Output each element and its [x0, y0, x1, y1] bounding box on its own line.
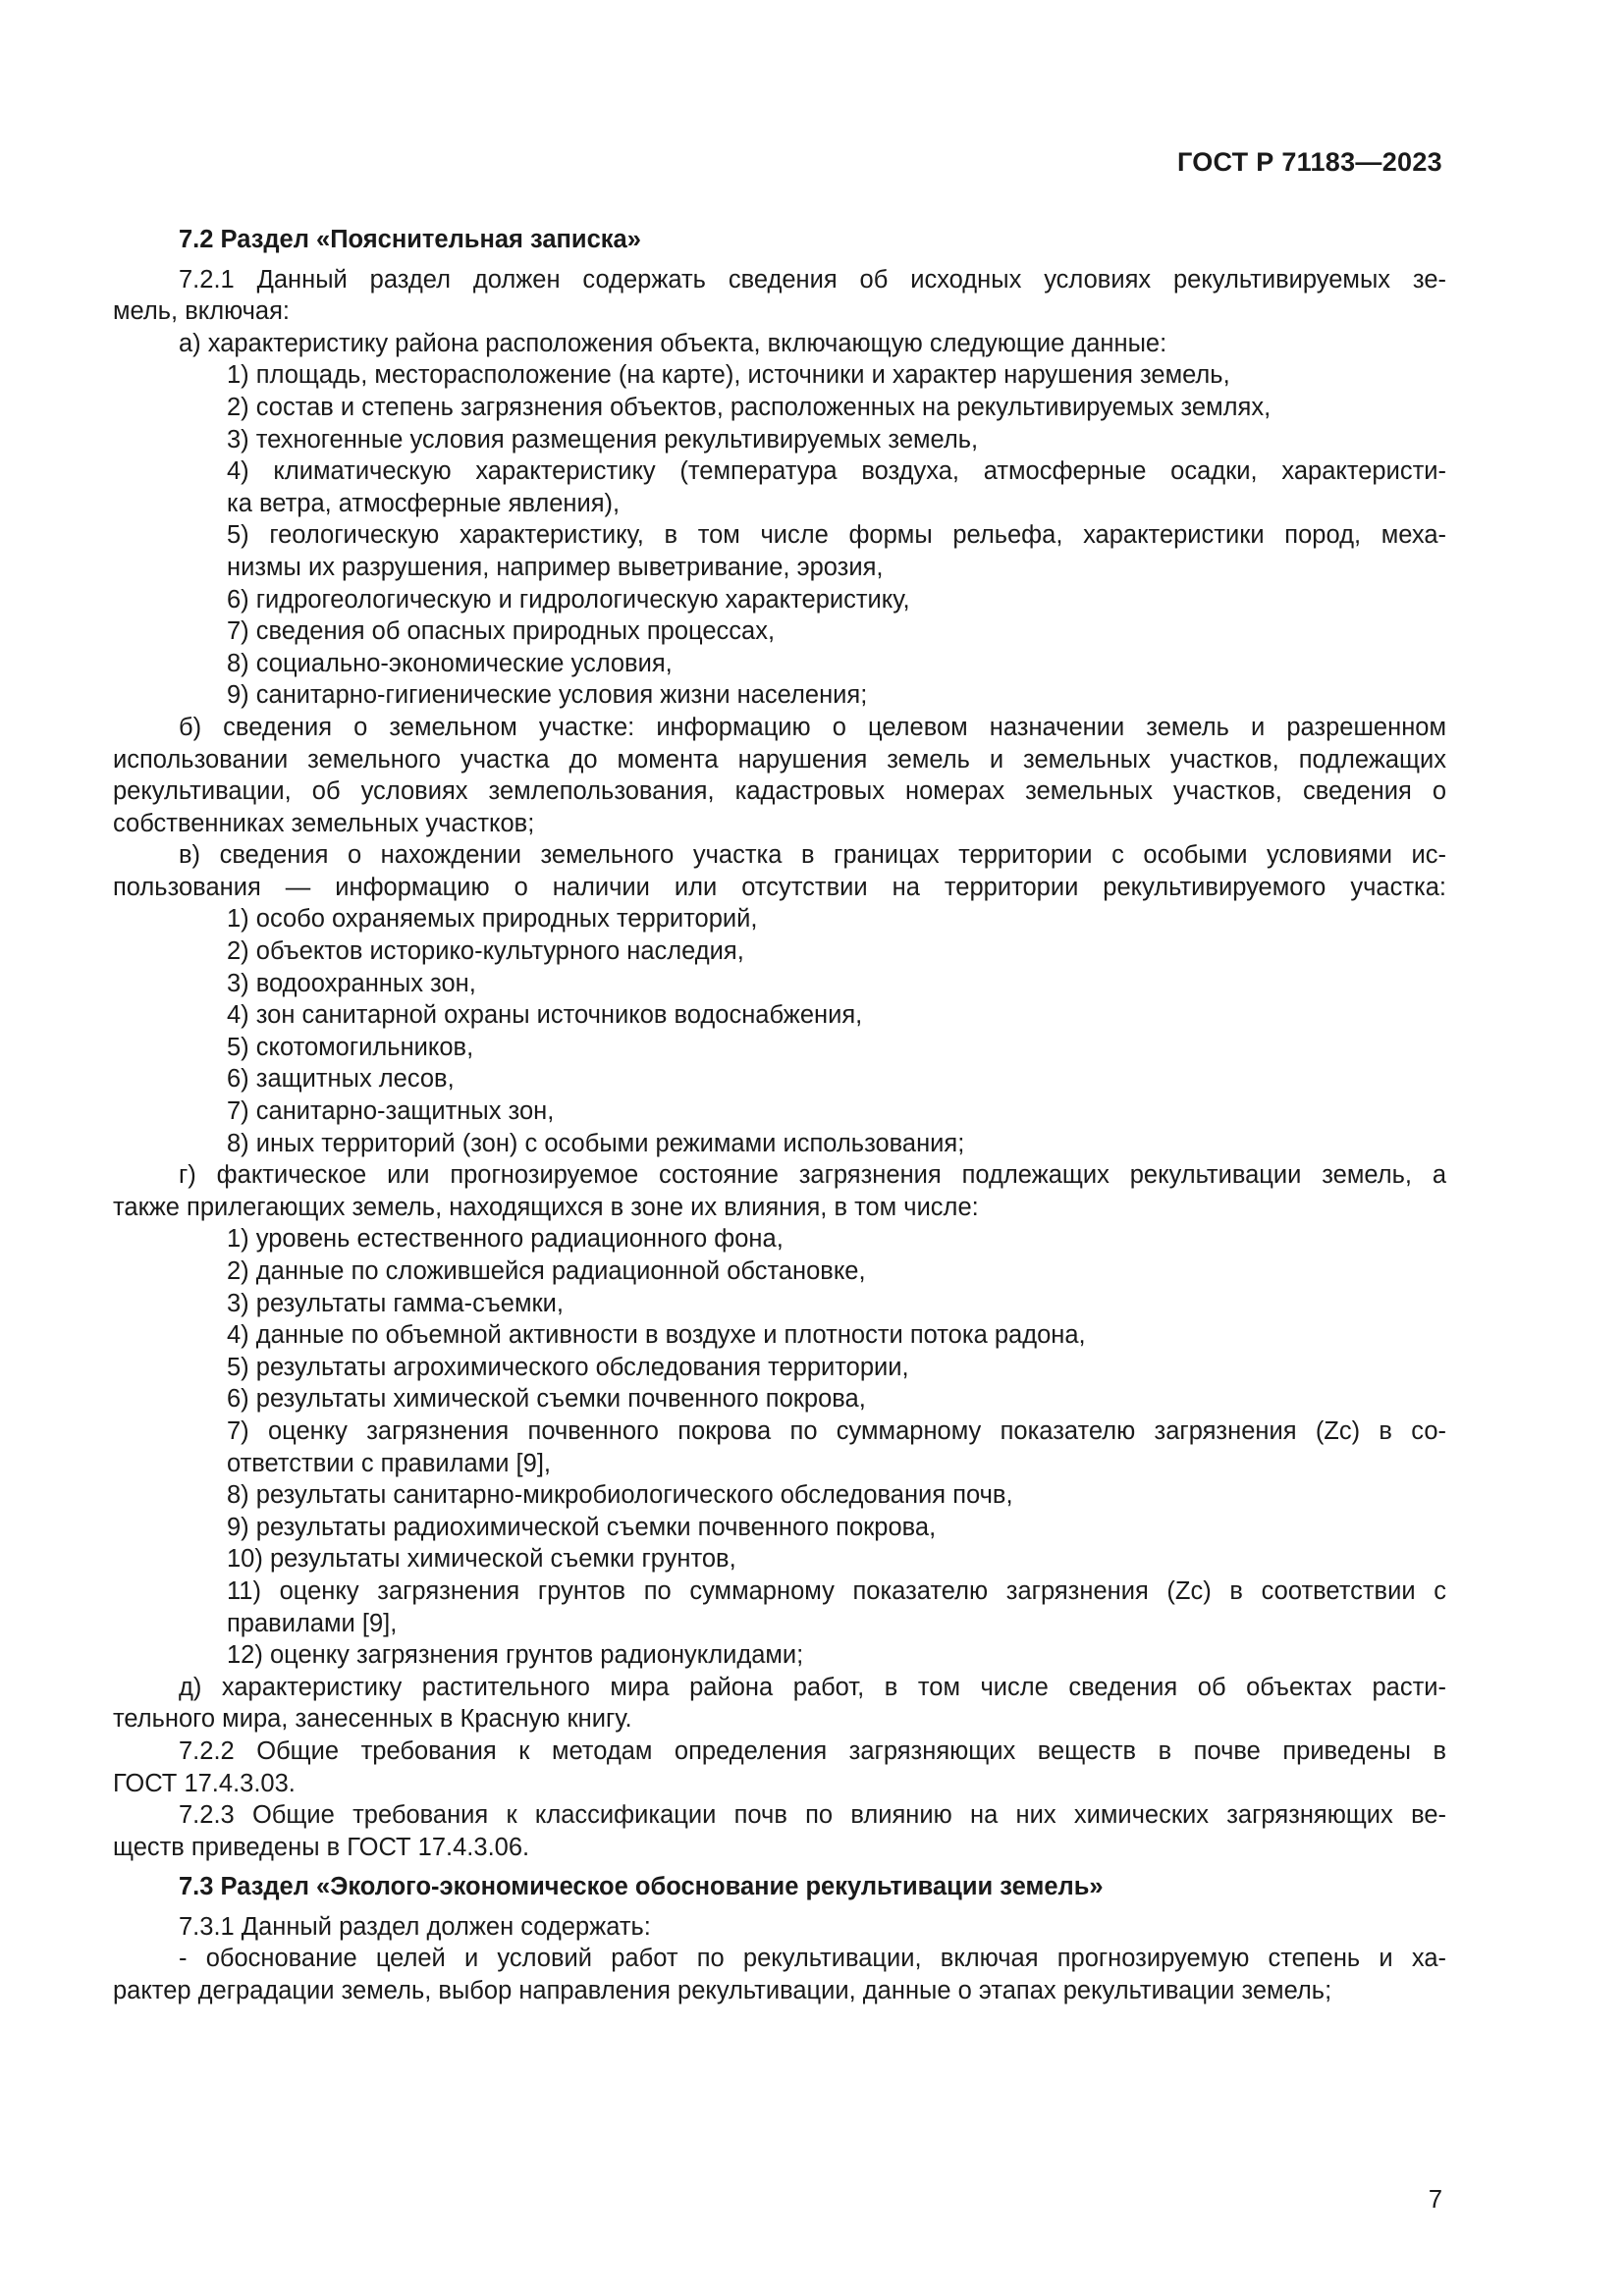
page-number: 7	[1428, 2186, 1442, 2214]
list-item-g: г) фактическое или прогнозируемое состояние загрязнения подлежащих рекультивации земель, а	[179, 1161, 1446, 1190]
sublist-item: 5) результаты агрохимического обследования территории,	[227, 1353, 909, 1381]
sublist-item: 3) результаты гамма-съемки,	[227, 1289, 564, 1317]
document-body	[113, 224, 1446, 2007]
sublist-item: 8) социально-экономические условия,	[227, 649, 673, 677]
sublist-item: 9) санитарно-гигиенические условия жизни населения;	[227, 681, 868, 710]
sublist-item: 4) зон санитарной охраны источников водоснабжения,	[227, 1001, 863, 1030]
sublist-item: 3) водоохранных зон,	[227, 969, 476, 997]
sublist-item: 5) геологическую характеристику, в том числе формы рельефа, характеристики пород, меха-	[227, 521, 1446, 550]
paragraph-line: ГОСТ 17.4.3.03.	[113, 1769, 296, 1797]
sublist-item: 6) гидрогеологическую и гидрологическую характеристику,	[227, 585, 910, 614]
sublist-item: 8) иных территорий (зон) с особыми режимами использования;	[227, 1129, 965, 1157]
paragraph-7-2-3: 7.2.3 Общие требования к классификации почв по влиянию на них химических загрязняющих ве-	[179, 1801, 1446, 1830]
sublist-item: 8) результаты санитарно-микробиологического обследования почв,	[227, 1481, 1013, 1510]
sublist-item: 7) оценку загрязнения почвенного покрова по суммарному показателю загрязнения (Zc) в со-	[227, 1416, 1446, 1445]
sublist-item: 1) площадь, месторасположение (на карте), источники и характер нарушения земель,	[227, 361, 1230, 390]
sublist-item: 2) объектов историко-культурного наследия,	[227, 937, 744, 966]
sublist-item-continuation: низмы их разрушения, например выветривание, эрозия,	[227, 553, 884, 581]
sublist-item: 6) результаты химической съемки почвенного покрова,	[227, 1385, 866, 1414]
document-code-header: ГОСТ Р 71183—2023	[1176, 147, 1442, 177]
sublist-item-continuation: ответствии с правилами [9],	[227, 1449, 551, 1477]
list-item-a: а) характеристику района расположения объекта, включающую следующие данные:	[179, 329, 1167, 357]
sublist-item: 4) климатическую характеристику (температура воздуха, атмосферные осадки, характеристи-	[227, 457, 1446, 486]
sublist-item: 2) состав и степень загрязнения объектов, расположенных на рекультивируемых землях,	[227, 393, 1272, 421]
list-item-b: б) сведения о земельном участке: информацию о целевом назначении земель и разрешенном	[179, 713, 1446, 741]
list-item-v: в) сведения о нахождении земельного участка в границах территории с особыми условиями ис-	[179, 841, 1446, 870]
sublist-item: 9) результаты радиохимической съемки почвенного покрова,	[227, 1513, 937, 1541]
paragraph-line: рактер деградации земель, выбор направления рекультивации, данные о этапах рекультивации земель;	[113, 1977, 1332, 2005]
list-item-d: д) характеристику растительного мира района работ, в том числе сведения об объектах расти-	[179, 1673, 1446, 1701]
paragraph-line: 7.2.1 Данный раздел должен содержать сведения об исходных условиях рекультивируемых зе-	[179, 265, 1446, 294]
sublist-item-continuation: ка ветра, атмосферные явления),	[227, 489, 621, 517]
bullet-item: - обоснование целей и условий работ по рекультивации, включая прогнозируемую степень и ха-	[179, 1945, 1446, 1973]
paragraph-line: тельного мира, занесенных в Красную книгу.	[113, 1705, 632, 1734]
section-heading-7-2: 7.2 Раздел «Пояснительная записка»	[179, 226, 641, 253]
paragraph-line: использовании земельного участка до момента нарушения земель и земельных участков, подлежащих	[113, 745, 1446, 774]
sublist-item: 5) скотомогильников,	[227, 1033, 474, 1061]
sublist-item: 3) техногенные условия размещения рекультивируемых земель,	[227, 425, 979, 454]
sublist-item: 7) санитарно-защитных зон,	[227, 1097, 555, 1126]
paragraph-line: ществ приведены в ГОСТ 17.4.3.06.	[113, 1833, 530, 1861]
paragraph-7-3-1: 7.3.1 Данный раздел должен содержать:	[179, 1912, 651, 1941]
sublist-item: 6) защитных лесов,	[227, 1065, 455, 1094]
sublist-item: 11) оценку загрязнения грунтов по суммарному показателю загрязнения (Zc) в соответствии с	[227, 1576, 1446, 1605]
paragraph-line: также прилегающих земель, находящихся в зоне их влияния, в том числе:	[113, 1193, 979, 1221]
sublist-item-continuation: правилами [9],	[227, 1609, 398, 1637]
paragraph-line: пользования — информацию о наличии или отсутствии на территории рекультивируемого участка:	[113, 873, 1446, 901]
paragraph-line: собственниках земельных участков;	[113, 809, 535, 837]
sublist-item: 1) уровень естественного радиационного фона,	[227, 1225, 784, 1254]
sublist-item: 2) данные по сложившейся радиационной обстановке,	[227, 1257, 866, 1285]
sublist-item: 10) результаты химической съемки грунтов,	[227, 1545, 736, 1574]
sublist-item: 4) данные по объемной активности в воздухе и плотности потока радона,	[227, 1321, 1086, 1350]
sublist-item: 1) особо охраняемых природных территорий,	[227, 905, 758, 934]
paragraph-line: рекультивации, об условиях землепользования, кадастровых номерах земельных участков, сведения о	[113, 777, 1446, 806]
sublist-item: 12) оценку загрязнения грунтов радионуклидами;	[227, 1641, 804, 1670]
paragraph-7-2-2: 7.2.2 Общие требования к методам определения загрязняющих веществ в почве приведены в	[179, 1736, 1446, 1765]
section-heading-7-3: 7.3 Раздел «Эколого-экономическое обоснование рекультивации земель»	[179, 1873, 1104, 1901]
paragraph-line: мель, включая:	[113, 297, 290, 326]
sublist-item: 7) сведения об опасных природных процессах,	[227, 617, 776, 646]
